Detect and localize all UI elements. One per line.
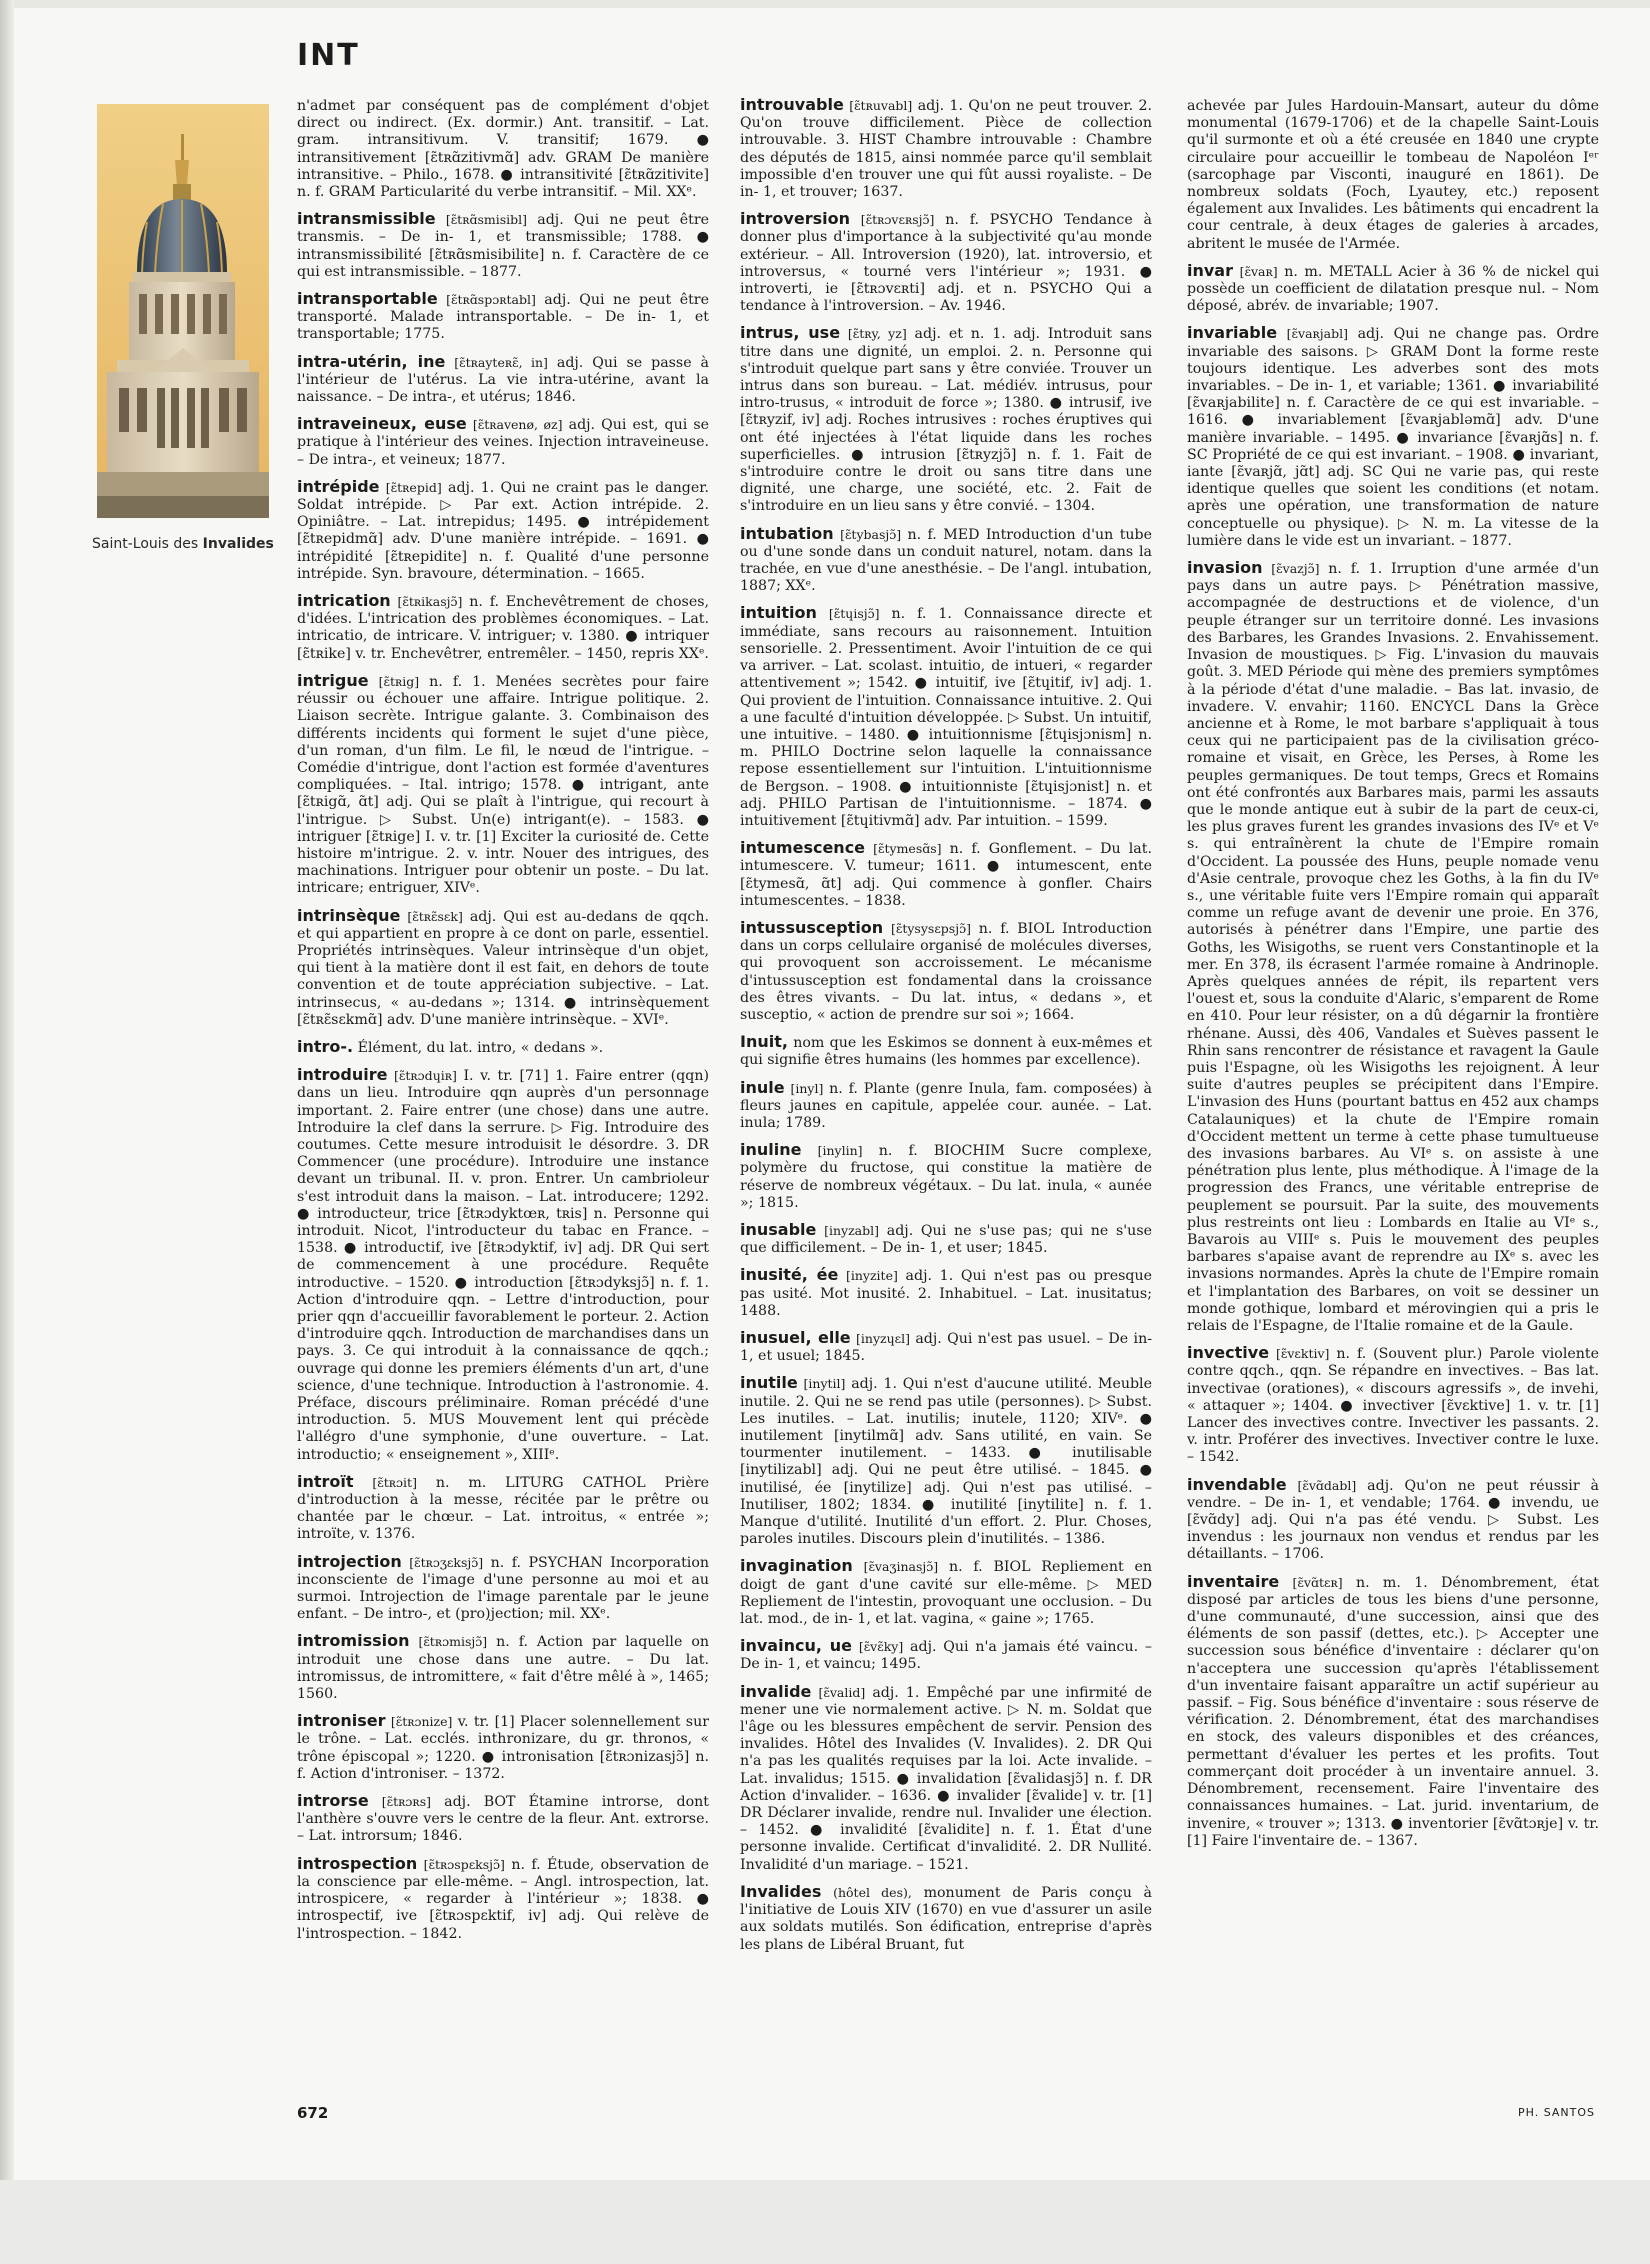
- entry-definition: adj. Qui est, qui se pratique à l'intérieur des veines. Injection intraveineuse. – De intra-, et veineux; 1877.: [297, 417, 709, 468]
- dictionary-entry: [297, 1792, 709, 1846]
- entry-pronunciation: [inyzɥɛl]: [856, 1331, 910, 1346]
- entry-headword: introït: [297, 1471, 354, 1491]
- entry-pronunciation: [ɛ̃tʀayteʀɛ̃, in]: [454, 354, 548, 370]
- dictionary-entry: [297, 1038, 709, 1057]
- entry-headword: inventaire: [1187, 1571, 1280, 1591]
- entry-definition: n. f. 1. Menées secrètes pour faire réussir ou échouer une affaire. Intrigue politique. 2. Liaison secrète. Intrigue galante. 3. Combinaison des différents incidents qui forment le sujet d'une pièce, d'un roman, d'un film. Le fil, le nœud de l'intrigue. – Comédie d'intrigue, dont l'action est formée d'aventures compliquées. – Ital. intrigo; 1578. ● intrigant, ante [ɛ̃tʀigɑ̃, ɑ̃t] adj. Qui se plaît à l'intrigue, qui recourt à l'intrigue. ▷ Subst. Un(e) intrigant(e). – 1583. ● intriguer [ɛ̃tʀige] I. v. tr. [1] Exciter la curiosité de. Cette histoire m'intrigue. 2. v. intr. Nouer des intrigues, des machinations. Intriguer pour obtenir un poste. – Du lat. intricare; entriguer, XIVᵉ.: [297, 673, 709, 897]
- entry-definition: n. f. (Souvent plur.) Parole violente contre qqch., qqn. Se répandre en invectives. – Bas lat. invectivae (orationes), « discours agressifs », de invehi, « attaquer »; 1404. ● invectiver [ɛ̃vɛktive] 1. v. tr. [1] Lancer des invectives contre. Invectiver les passants. 2. v. intr. Proférer des invectives. Invectiver contre le luxe. – 1542.: [1187, 1346, 1599, 1466]
- dictionary-entry: [740, 1221, 1152, 1257]
- entry-definition: adj. Qui n'a jamais été vaincu. – De in- 1, et vaincu; 1495.: [740, 1639, 1152, 1673]
- entry-headword: intubation: [740, 523, 834, 543]
- dictionary-entry: [297, 478, 709, 583]
- dictionary-entry: [740, 839, 1152, 910]
- dictionary-entry: [297, 290, 709, 344]
- dictionary-entry: [740, 1637, 1152, 1673]
- dictionary-entry: [1187, 1476, 1599, 1564]
- entry-pronunciation: [inyl]: [790, 1080, 824, 1096]
- entry-definition: adj. Qui ne change pas. Ordre invariable des saisons. ▷ GRAM Dont la forme reste toujours identique. Les adverbes sont des mots invariables. – De in- 1, et variable; 1361. ● invariabilité [ɛ̃vaʀjabilite] n. f. Caractère de ce qui est invariable. – 1616. ● invariablement [ɛ̃vaʀjabləmɑ̃] adv. D'une manière invariable. – 1495. ● invariance [ɛ̃vaʀjɑ̃s] n. f. SC Propriété de ce qui est invariant. – 1908. ● invariant, iante [ɛ̃vaʀjɑ̃, jɑ̃t] adj. SC Qui ne varie pas, qui reste identique quelles que soient les conditions (et notam. après une opération, une transformation de nature conceptuelle ou physique). ▷ N. m. La vitesse de la lumière dans le vide est un invariant. – 1877.: [1187, 326, 1599, 549]
- entry-headword: invalide: [740, 1681, 812, 1701]
- dictionary-entry: [740, 1141, 1152, 1212]
- page-number: 672: [297, 2104, 329, 2122]
- entry-headword: intromission: [297, 1631, 410, 1651]
- dictionary-entry: [297, 96, 709, 201]
- entry-definition: adj. 1. Qui ne craint pas le danger. Soldat intrépide. ▷ Par ext. Action intrépide. 2. Opiniâtre. – Lat. intrepidus; 1495. ● intrépidement [ɛ̃tʀepidmɑ̃] adv. D'une manière intrépide. – 1691. ● intrépidité [ɛ̃tʀepidite] n. f. Qualité d'une personne intrépide. Syn. bravoure, détermination. – 1665.: [297, 479, 709, 582]
- entry-pronunciation: [ɛ̃tʀig]: [378, 673, 420, 689]
- entry-headword: invective: [1187, 1343, 1270, 1363]
- entry-pronunciation: [ɛ̃tʀɑ̃smisibl]: [445, 212, 528, 228]
- dictionary-entry: [1187, 96, 1599, 253]
- entry-headword: inusable: [740, 1219, 817, 1239]
- entry-pronunciation: [ɛ̃vɑ̃tɛʀ]: [1292, 1574, 1343, 1590]
- dictionary-entry: [297, 1553, 709, 1624]
- entry-pronunciation: [ɛ̃tʀuvabl]: [849, 98, 913, 113]
- entry-headword: invaincu, ue: [740, 1636, 853, 1656]
- entry-definition: adj. BOT Étamine introrse, dont l'anthère s'ouvre vers le centre de la fleur. Ant. extrorse. – Lat. introrsum; 1846.: [297, 1794, 709, 1845]
- dictionary-entry: [740, 1374, 1152, 1548]
- entry-headword: intrus, use: [740, 323, 841, 343]
- dictionary-entry: [740, 604, 1152, 830]
- dictionary-entry: [1187, 559, 1599, 1335]
- dome-illustration: [97, 104, 269, 518]
- entry-headword: invendable: [1187, 1474, 1287, 1494]
- entry-pronunciation: [ɛ̃vaʒinasjɔ̃]: [863, 1559, 939, 1575]
- dictionary-entry: [297, 1855, 709, 1943]
- dictionary-entry: [297, 672, 709, 898]
- caption-prefix: Saint-Louis des: [92, 536, 203, 552]
- entry-definition: n. f. BIOCHIM Sucre complexe, polymère du fructose, qui constitue la matière de réserve de nombreux végétaux. – Du lat. inula, « aunée »; 1815.: [740, 1143, 1152, 1211]
- entry-pronunciation: [ɛ̃vaʀ]: [1239, 263, 1278, 279]
- entry-pronunciation: [ɛ̃valid]: [818, 1684, 866, 1700]
- caption-bold: Invalides: [202, 536, 274, 552]
- entry-headword: intransportable: [297, 289, 438, 309]
- entry-definition: adj. et n. 1. adj. Introduit sans titre dans une dignité, un emploi. 2. n. Personne qui s'introduit quelque part sans y être conviée. Trouver un intrus dans son bureau. – Lat. médiév. intrusus, pour intro-trusus, « introduit de force »; 1380. ● intrusif, ive [ɛ̃tʀyzif, iv] adj. Roches intrusives : roches éruptives qui ont été injectées à l'état liquide dans les roches superficielles. ● intrusion [ɛ̃tʀyzjɔ̃] n. f. 1. Fait de s'introduire contre le droit ou sans titre dans une dignité, une charge, une société, etc. 2. Fait de s'introduire en un lieu sans y être convié. – 1304.: [740, 326, 1152, 515]
- entry-pronunciation: [ɛ̃tʀepid]: [385, 479, 442, 495]
- entry-definition: adj. Qui ne s'use pas; qui ne s'use que difficilement. – De in- 1, et user; 1845.: [740, 1222, 1152, 1257]
- entry-definition: adj. Qui ne peut être transporté. Malade intransportable. – De in- 1, et transportable; 1775.: [297, 292, 709, 343]
- dictionary-entry: [740, 1266, 1152, 1320]
- entry-headword: inusuel, elle: [740, 1328, 851, 1347]
- dictionary-entry: [740, 1683, 1152, 1874]
- entry-definition: n. f. MED Introduction d'un tube ou d'une sonde dans un conduit naturel, notam. dans la trachée, en vue d'une anesthésie. – De l'angl. intubation, 1887; XXᵉ.: [740, 526, 1152, 595]
- entry-headword: invagination: [740, 1556, 853, 1576]
- entry-definition: n'admet par conséquent pas de complément d'objet direct ou indirect. (Ex. dormir.) Ant. transitif. – Lat. gram. intransitivum. V. transitif; 1679. ● intransitivement [ɛ̃tʀɑ̃zitivmɑ̃] adv. GRAM De manière intransitive. – Philo., 1678. ● intransitivité [ɛ̃tʀɑ̃zitivite] n. f. GRAM Particularité du verbe intransitif. – Mil. XXᵉ.: [297, 98, 709, 201]
- entry-headword: inusité, ée: [740, 1265, 839, 1285]
- dictionary-entry: [740, 324, 1152, 515]
- dictionary-entry: [1187, 1573, 1599, 1850]
- entry-headword: invasion: [1187, 558, 1263, 578]
- entry-pronunciation: [ɛ̃tʀɔspɛksjɔ̃]: [423, 1856, 505, 1872]
- running-head: INT: [297, 38, 360, 73]
- entry-definition: n. f. PSYCHO Tendance à donner plus d'importance à la subjectivité qu'au monde extérieur. – All. Introversion (1920), lat. introversio, et introversus, « tourné vers l'intérieur »; 1931. ● introverti, ie [ɛ̃tʀɔvɛʀti] adj. et n. PSYCHO Qui a tendance à l'introversion. – Av. 1946.: [740, 212, 1152, 315]
- entry-headword: introduire: [297, 1065, 388, 1085]
- entry-pronunciation: [ɛ̃tɥisjɔ̃]: [828, 606, 880, 622]
- entry-headword: invar: [1187, 260, 1233, 280]
- entry-pronunciation: [inylin]: [817, 1143, 863, 1159]
- dictionary-entry: [740, 1329, 1152, 1365]
- dictionary-entry: [297, 1066, 709, 1464]
- entry-headword: intrépide: [297, 476, 380, 496]
- entry-headword: introuvable: [740, 96, 844, 114]
- entry-definition: adj. 1. Qu'on ne peut trouver. 2. Qu'on trouve difficilement. Pièce de collection introuvable. 3. HIST Chambre introuvable : Chambre des députés de 1815, ainsi nommée parce qu'il semblait impossible d'en trouver une qui fût aussi royaliste. – De in- 1, et trouver; 1637.: [740, 98, 1152, 201]
- dictionary-entry: [740, 919, 1152, 1024]
- dictionary-entry: [1187, 262, 1599, 316]
- entry-pronunciation: [ɛ̃tʀɔnize]: [390, 1714, 453, 1730]
- entry-definition: v. tr. [1] Placer solennellement sur le trône. – Lat. ecclés. inthronizare, du gr. thronos, « trône épiscopal »; 1220. ● intronisation [ɛ̃tʀɔnizasjɔ̃] n. f. Action d'introniser. – 1372.: [297, 1714, 709, 1782]
- entry-definition: achevée par Jules Hardouin-Mansart, auteur du dôme monumental (1679-1706) et de la chapelle Saint-Louis qu'il surmonte et où a été creusée en 1840 une crypte circulaire pour accueillir le tombeau de Napoléon Iᵉʳ (sarcophage par Visconti, inauguré en 1861). De nombreux soldats (Foch, Lyautey, etc.) reposent également aux Invalides. Les bâtiments qui encadrent la cour centrale, à deux étages de galeries à arcades, abritent le musée de l'Armée.: [1187, 98, 1599, 252]
- entry-headword: introniser: [297, 1711, 386, 1731]
- entry-pronunciation: [ɛ̃tʀɑ̃spɔʀtabl]: [446, 292, 536, 308]
- entry-pronunciation: [ɛ̃tʀɔʒɛksjɔ̃]: [409, 1554, 484, 1570]
- entry-pronunciation: [ɛ̃vaʀjabl]: [1286, 326, 1348, 342]
- entry-headword: intro-.: [297, 1036, 354, 1056]
- entry-definition: adj. Qui n'est pas usuel. – De in- 1, et usuel; 1845.: [740, 1331, 1152, 1365]
- entry-headword: inutile: [740, 1373, 798, 1393]
- entry-pronunciation: [ɛ̃vɛ̃ky]: [858, 1639, 904, 1655]
- entry-headword: intraveineux, euse: [297, 414, 467, 434]
- dictionary-entry: [297, 1473, 709, 1544]
- entry-definition: adj. Qui se passe à l'intérieur de l'utérus. La vie intra-utérine, avant la naissance. – De intra-, et utérus; 1846.: [297, 354, 709, 406]
- dictionary-entry: [297, 592, 709, 663]
- entry-definition: adj. 1. Qui n'est pas ou presque pas usité. Mot inusité. 2. Inhabituel. – Lat. inusitatus; 1488.: [740, 1268, 1152, 1319]
- photo-caption: [92, 535, 282, 554]
- entry-pronunciation: [ɛ̃tʀavenø, øz]: [472, 417, 563, 433]
- entry-definition: Élément, du lat. intro, « dedans ».: [357, 1039, 604, 1056]
- scan-edge-left: [0, 0, 14, 2264]
- entry-definition: adj. Qu'on ne peut réussir à vendre. – De in- 1, et vendable; 1764. ● invendu, ue [ɛ̃vɑ̃dy] adj. Qui n'a pas été vendu. ▷ Subst. Les invendus : les journaux non vendus et rendus par les détaillants. – 1706.: [1187, 1477, 1599, 1563]
- entry-pronunciation: [ɛ̃vazjɔ̃]: [1271, 561, 1320, 577]
- entry-pronunciation: [ɛ̃tybasjɔ̃]: [840, 526, 902, 542]
- invalides-photo: [97, 104, 269, 518]
- dictionary-entry: [740, 525, 1152, 596]
- column-1: [297, 96, 709, 2106]
- entry-definition: adj. 1. Empêché par une infirmité de mener une vie normalement active. ▷ N. m. Soldat que l'âge ou les blessures empêchent de servir. Pension des invalides. Hôtel des Invalides (V. Invalides). 2. DR Qui n'a pas les qualités requises par la loi. Acte invalide. – Lat. invalidus; 1515. ● invalidation [ɛ̃validasjɔ̃] n. f. DR Action d'invalider. – 1636. ● invalider [ɛ̃valide] v. tr. [1] DR Déclarer invalide, rendre nul. Invalider une élection. – 1452. ● invalidité [ɛ̃validite] n. f. 1. État d'une personne invalide. Certificat d'invalidité. 2. DR Nullité. Invalidité d'un mariage. – 1521.: [740, 1684, 1152, 1873]
- entry-pronunciation: [ɛ̃tʀɔdɥiʀ]: [394, 1068, 457, 1084]
- dictionary-entry: [740, 1033, 1152, 1069]
- entry-headword: introjection: [297, 1551, 402, 1571]
- entry-pronunciation: [inyzabl]: [824, 1222, 880, 1238]
- entry-headword: Inuit,: [740, 1032, 788, 1052]
- entry-headword: intrication: [297, 591, 391, 611]
- dictionary-entry: [1187, 324, 1599, 550]
- entry-definition: adj. Qui est au-dedans de qqch. et qui appartient en propre à ce dont on parle, essentiel. Propriétés intrinsèques. Valeur intrinsèque d'un objet, qui tient à la matière dont il est fait, en dehors de toute convention et de toute appréciation subjective. – Lat. intrinsecus, « au-dedans »; 1314. ● intrinsèquement [ɛ̃tʀɛ̃sɛkmɑ̃] adv. D'une manière intrinsèque. – XVIᵉ.: [297, 908, 709, 1028]
- entry-headword: introrse: [297, 1791, 369, 1811]
- entry-definition: n. f. 1. Irruption d'une armée d'un pays dans un autre pays. ▷ Pénétration massive, accompagnée de destructions et de violence, d'un peuple étranger sur un territoire donné. Les invasions des Barbares, les Grandes Invasions. 2. Envahissement. Invasion de moustiques. ▷ Fig. L'invasion du mauvais goût. 3. MED Période qui mène des premiers symptômes à la période d'état d'une maladie. – Bas lat. invasio, de invadere. V. envahir; 1160. ENCYCL Dans la Grèce ancienne et à Rome, le mot barbare s'appliquait à tous ceux qui ne participaient pas de la civilisation gréco-romaine et visait, en Grèce, les Perses, à Rome les peuples germaniques. De tout temps, Grecs et Romains ont été confrontés aux Barbares mais, parmi les assauts que le monde antique eut à subir de la part de ceux-ci, les plus graves furent les grandes invasions des IVᵉ et Vᵉ s. qui entraînèrent la chute de l'Empire romain d'Occident. La poussée des Huns, peuple nomade venu d'Asie centrale, provoque chez les Goths, à la fin du IVᵉ s., une véritable fuite vers l'Empire romain qui apparaît comme un refuge avant de devenir une proie. En 376, autorisés à pénétrer dans l'Empire, une partie des Goths, les Wisigoths, se ruent vers Constantinople et la mer. En 378, ils écrasent l'armée romaine à Andrinople. Après quelques années de répit, ils repartent vers l'ouest et, sous la conduite d'Alaric, s'emparent de Rome en 410. Pour leur résister, on a dû dégarnir la frontière rhénane. Aussi, dès 406, Vandales et Suèves passent le Rhin sans rencontrer de résistance et ravagent la Gaule puis l'Espagne, où les Wisigoths les rejoignent. À leur suite d'autres peuples se précipitent dans l'Empire. L'invasion des Huns (pourtant battus en 452 aux champs Catalauniques) et la chute de l'Empire romain d'Occident mettent un terme à cette phase tumultueuse des invasions barbares. Au VIᵉ s. on assiste à une pénétration plus lente, plus méthodique. À l'image de la progression des Francs, une véritable entreprise de peuplement se poursuit. Par la suite, des mouvements plus restreints ont lieu : Lombards en Italie au VIᵉ s., Bavarois au VIIIᵉ s. Puis le mouvement des peuples barbares s'apaise avant de reprendre au IXᵉ s. avec les invasions normandes. Après la chute de l'Empire romain et l'implantation des Barbares, on voit se dessiner un monde gothique, lombard et mérovingien qui a pris le relais de l'Espagne, de l'Italie romaine et de la Gaule.: [1187, 561, 1599, 1335]
- entry-headword: invariable: [1187, 323, 1278, 343]
- entry-definition: n. f. Enchevêtrement de choses, d'idées. L'intrication des problèmes économiques. – Lat. intricatio, de intricare. V. intriguer; v. 1380. ● intriquer [ɛ̃tʀike] v. tr. Enchevêtrer, entremêler. – 1450, repris XXᵉ.: [297, 594, 709, 662]
- entry-pronunciation: [inyzite]: [845, 1268, 898, 1284]
- dictionary-entry: [297, 415, 709, 469]
- scan-edge-top: [0, 0, 1650, 8]
- dictionary-entry: [740, 96, 1152, 201]
- entry-headword: Invalides: [740, 1881, 822, 1901]
- entry-pronunciation: [ɛ̃tʀɔvɛʀsjɔ̃]: [860, 212, 935, 228]
- entry-definition: adj. Qui ne peut être transmis. – De in- 1, et transmissible; 1788. ● intransmissibilité [ɛ̃tʀɑ̃smisibilite] n. f. Caractère de ce qui est intransmissible. – 1877.: [297, 212, 709, 280]
- entry-headword: introspection: [297, 1853, 418, 1873]
- dictionary-entry: [740, 210, 1152, 315]
- dictionary-entry: [297, 353, 709, 407]
- dictionary-entry: [297, 1712, 709, 1783]
- entry-definition: n. f. Action par laquelle on introduit une chose dans une autre. – Du lat. intromissus, de intromittere, « fait d'être mêlé à », 1465; 1560.: [297, 1634, 709, 1703]
- entry-pronunciation: [ɛ̃tʀɛ̃sɛk]: [407, 908, 463, 924]
- entry-definition: n. f. Plante (genre Inula, fam. composées) à fleurs jaunes en capitule, appelée cour. aunée. – Lat. inula; 1789.: [740, 1080, 1152, 1131]
- entry-pronunciation: [ɛ̃tʀɔmisjɔ̃]: [418, 1634, 488, 1650]
- entry-definition: n. m. LITURG CATHOL Prière d'introduction à la messe, récitée par le prêtre ou chantée par le chœur. – Lat. introitus, « entrée »; introïte, v. 1376.: [297, 1474, 709, 1543]
- entry-pronunciation: (hôtel des),: [833, 1884, 912, 1900]
- entry-definition: n. m. 1. Dénombrement, état disposé par articles de tous les biens d'une personne, d'une communauté, d'une succession, ainsi que des éléments de son passif (dettes, etc.). ▷ Accepter une succession sous bénéfice d'inventaire : déclarer qu'on n'acceptera une succession qu'après l'établissement d'un inventaire faisant apparaître un actif supérieur au passif. – Fig. Sous bénéfice d'inventaire : sous réserve de vérification. 2. Dénombrement, état des marchandises en stock, des valeurs disponibles et des créances, permettant d'évaluer les pertes et les profits. Tout commerçant doit procéder à un inventaire annuel. 3. Dénombrement, recensement. Faire l'inventaire des connaissances humaines. – Lat. jurid. inventarium, de invenire, « trouver »; 1313. ● inventorier [ɛ̃vɑ̃tɔʀje] v. tr. [1] Faire l'inventaire de. – 1367.: [1187, 1574, 1599, 1849]
- entry-headword: introversion: [740, 209, 850, 229]
- dictionary-entry: [297, 1632, 709, 1703]
- entry-definition: I. v. tr. [71] 1. Faire entrer (qqn) dans un lieu. Introduire qqn auprès d'un personnage important. 2. Faire entrer (une chose) dans une autre. Introduire la clef dans la serrure. ▷ Fig. Introduire des coutumes. Cette mesure introduisit le désordre. 3. DR Commencer (une procédure). Introduire une instance devant un tribunal. II. v. pron. Entrer. Un cambrioleur s'est introduit dans la maison. – Lat. introducere; 1292. ● introducteur, trice [ɛ̃tʀɔdyktœʀ, tʀis] n. Personne qui introduit. Nicot, l'introducteur du tabac en France. – 1538. ● introductif, ive [ɛ̃tʀɔdyktif, iv] adj. DR Qui sert de commencement à une procédure. Requête introductive. – 1520. ● introduction [ɛ̃tʀɔdyksjɔ̃] n. f. 1. Action d'introduire qqn. – Lettre d'introduction, pour prier qqn d'accueillir favorablement le porteur. 2. Action d'introduire qqch. Introduction de marchandises dans un pays. 3. Ce qui introduit à la connaissance de qqch.; ouvrage qui donne les premiers éléments d'un art, d'une science, d'une technique. Introduction à l'astronomie. 4. Préface, discours préliminaire. Roman précédé d'une introduction. 5. MUS Mouvement lent qui précède l'allégro d'une symphonie, d'une ouverture. – Lat. introductio; « enseignement », XIIIᵉ.: [297, 1068, 709, 1463]
- dictionary-entry: [1187, 1344, 1599, 1466]
- dictionary-entry: [740, 1079, 1152, 1133]
- entry-pronunciation: [ɛ̃tymesɑ̃s]: [873, 841, 942, 857]
- entry-pronunciation: [inytil]: [803, 1376, 846, 1392]
- entry-pronunciation: [ɛ̃tʀɔʀs]: [381, 1794, 431, 1810]
- entry-headword: intumescence: [740, 838, 866, 858]
- entry-pronunciation: [ɛ̃tʀikasjɔ̃]: [397, 594, 463, 610]
- entry-pronunciation: [ɛ̃tʀɔit]: [372, 1474, 417, 1490]
- column-2: [740, 96, 1152, 2106]
- entry-definition: n. f. 1. Connaissance directe et immédiate, sans recours au raisonnement. Intuition sensorielle. 2. Pressentiment. Avoir l'intuition de ce qui va arriver. – Lat. scolast. intuitio, de intueri, « regarder attentivement »; 1542. ● intuitif, ive [ɛ̃tɥitif, iv] adj. 1. Qui provient de l'intuition. Connaissance intuitive. 2. Qui a une faculté d'intuition développée. ▷ Subst. Un intuitif, une intuitive. – 1480. ● intuitionnisme [ɛ̃tɥisjɔnism] n. m. PHILO Doctrine selon laquelle la connaissance repose essentiellement sur l'intuition. L'intuitionnisme de Bergson. – 1908. ● intuitionniste [ɛ̃tɥisjɔnist] n. et adj. PHILO Partisan de l'intuitionnisme. – 1874. ● intuitivement [ɛ̃tɥitivmɑ̃] adv. Par intuition. – 1599.: [740, 606, 1152, 829]
- entry-headword: inuline: [740, 1140, 802, 1160]
- entry-definition: n. f. Gonflement. – Du lat. intumescere. V. tumeur; 1611. ● intumescent, ente [ɛ̃tymesɑ̃, ɑ̃t] adj. Qui commence à gonfler. Chairs intumescentes. – 1838.: [740, 841, 1152, 909]
- scan-edge-bottom: [0, 2180, 1650, 2264]
- entry-definition: n. m. METALL Acier à 36 % de nickel qui possède un coefficient de dilatation presque nul. – Nom déposé, abrév. de invariable; 1907.: [1187, 263, 1599, 315]
- entry-definition: nom que les Eskimos se donnent à eux-mêmes et qui signifie êtres humains (les hommes par excellence).: [740, 1035, 1152, 1069]
- dictionary-entry: [297, 210, 709, 281]
- entry-definition: n. f. PSYCHAN Incorporation inconsciente de l'image d'une personne au moi et au surmoi. Introjection de l'image parentale par le jeune enfant. – De intro-, et (pro)jection; mil. XXᵉ.: [297, 1554, 709, 1623]
- photo-credit: PH. SANTOS: [1518, 2106, 1596, 2119]
- entry-headword: intuition: [740, 603, 817, 623]
- entry-headword: intransmissible: [297, 209, 436, 229]
- entry-headword: intra-utérin, ine: [297, 351, 446, 371]
- entry-headword: intrinsèque: [297, 905, 401, 925]
- dictionary-entry: [740, 1557, 1152, 1628]
- column-3: [1187, 96, 1599, 2106]
- entry-definition: n. f. BIOL Introduction dans un corps cellulaire organisé de molécules diverses, qui provoquent son accroissement. Le mécanisme d'intussusception est fondamental dans la croissance des êtres vivants. – Du lat. intus, « dedans », et susceptio, « action de prendre sur soi »; 1664.: [740, 920, 1152, 1023]
- entry-pronunciation: [ɛ̃tʀy, yz]: [847, 326, 907, 342]
- entry-pronunciation: [ɛ̃tysysɛpsjɔ̃]: [890, 920, 971, 936]
- entry-definition: adj. 1. Qui n'est d'aucune utilité. Meuble inutile. 2. Qui ne se rend pas utile (personnes). ▷ Subst. Les inutiles. – Lat. inutilis; inutele, 1120; XIVᵉ. ● inutilement [inytilmɑ̃] adv. Sans utilité, en vain. Se tourmenter inutilement. – 1433. ● inutilisable [inytilizabl] adj. Qui ne peut être utilisé. – 1845. ● inutilisé, ée [inytilize] adj. Qui n'est pas utilisé. – Inutiliser, 1802; 1834. ● inutilité [inytilite] n. f. 1. Manque d'utilité. Inutilité d'un effort. 2. Plur. Choses, paroles inutiles. Discours plein d'inutilités. – 1386.: [740, 1376, 1152, 1548]
- entry-headword: inule: [740, 1077, 785, 1097]
- entry-pronunciation: [ɛ̃vɑ̃dabl]: [1297, 1477, 1357, 1493]
- entry-headword: intussusception: [740, 917, 884, 937]
- dictionary-entry: [297, 907, 709, 1029]
- entry-definition: n. f. BIOL Repliement en doigt de gant d'une cavité sur elle-même. ▷ MED Repliement de l'intestin, provoquant une occlusion. – Du lat. mod., de in- 1, et lat. vagina, « gaine »; 1765.: [740, 1559, 1152, 1628]
- entry-definition: monument de Paris conçu à l'initiative de Louis XIV (1670) en vue d'assurer un asile aux soldats mutilés. Son édification, entreprise d'après les plans de Libéral Bruant, fut: [740, 1884, 1152, 1953]
- dictionary-entry: [740, 1883, 1152, 1954]
- entry-definition: n. f. Étude, observation de la conscience par elle-même. – Angl. introspection, lat. introspicere, « regarder à l'intérieur »; 1838. ● introspectif, ive [ɛ̃tʀɔspɛktif, iv] adj. Qui relève de l'introspection. – 1842.: [297, 1856, 709, 1942]
- entry-headword: intrigue: [297, 670, 369, 690]
- entry-pronunciation: [ɛ̃vɛktiv]: [1276, 1346, 1330, 1362]
